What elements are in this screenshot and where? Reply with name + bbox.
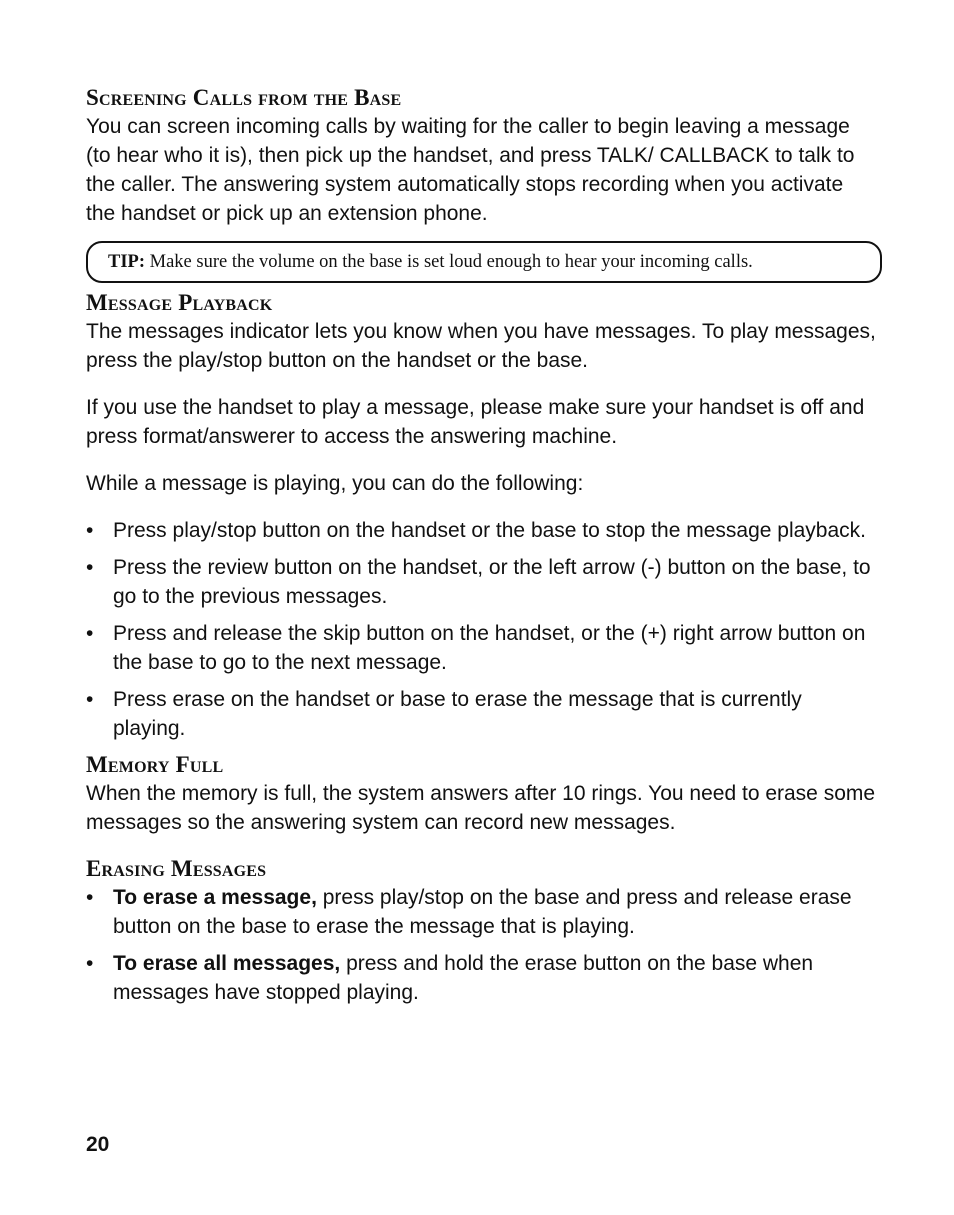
memory-body: When the memory is full, the system answers after 10 rings. You need to erase some messages so the answering system can record new messages.	[86, 782, 876, 834]
bullet-icon: •	[86, 519, 94, 542]
page-number: 20	[86, 1133, 110, 1156]
bullet-icon: •	[86, 952, 94, 975]
list-item: • To erase all messages, press and hold the erase button on the base when messages have stopped playing.	[86, 949, 876, 1007]
tip-text: Make sure the volume on the base is set loud enough to hear your incoming calls.	[145, 252, 753, 272]
list-item: • To erase a message, press play/stop on the base and press and release erase button on the base to erase the message that is playing.	[86, 883, 876, 941]
list-item: • Press play/stop button on the handset or the base to stop the message playback.	[86, 516, 876, 545]
bullet-icon: •	[86, 886, 94, 909]
erasing-bullet-list	[86, 883, 876, 1007]
playback-para-3: While a message is playing, you can do the following:	[86, 472, 584, 495]
bullet-icon: •	[86, 622, 94, 645]
bullet-icon: •	[86, 688, 94, 711]
bullet-lead: To erase all messages,	[113, 952, 341, 975]
playback-bullet-list	[86, 516, 876, 743]
screening-body: You can screen incoming calls by waiting for the caller to begin leaving a message (to hear who it is), then pick up the handset, and press TALK/ CALLBACK to talk to the caller. The answering system automatically stops recording when you activate the handset or pick up an extension phone.	[86, 115, 855, 225]
playback-para-1: The messages indicator lets you know when you have messages. To play messages, press the play/stop button on the handset or the base.	[86, 320, 876, 372]
bullet-lead: To erase a message,	[113, 886, 317, 909]
bullet-icon: •	[86, 556, 94, 579]
manual-page	[86, 84, 876, 1015]
section-heading-memory: Memory Full	[86, 752, 224, 777]
tip-label: TIP:	[108, 252, 145, 272]
section-heading-screening: Screening Calls from the Base	[86, 85, 402, 110]
tip-box	[86, 241, 882, 283]
playback-para-2: If you use the handset to play a message, please make sure your handset is off and press format/answerer to access the answering machine.	[86, 396, 865, 448]
list-item: • Press and release the skip button on the handset, or the (+) right arrow button on the base to go to the next message.	[86, 619, 876, 677]
section-heading-erasing: Erasing Messages	[86, 856, 267, 881]
section-heading-playback: Message Playback	[86, 290, 273, 315]
list-item: • Press erase on the handset or base to erase the message that is currently playing.	[86, 685, 876, 743]
list-item: • Press the review button on the handset, or the left arrow (-) button on the base, to go to the previous messages.	[86, 553, 876, 611]
